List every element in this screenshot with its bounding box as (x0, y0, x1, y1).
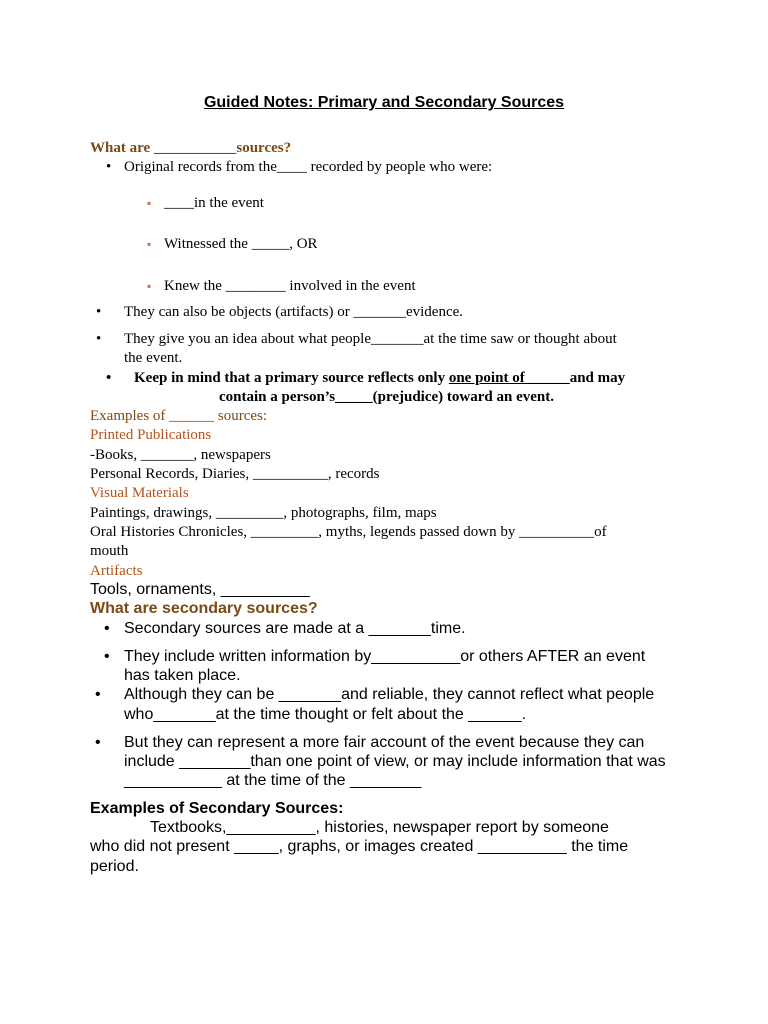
primary-heading: What are ___________sources? (90, 140, 292, 156)
page-title: Guided Notes: Primary and Secondary Sources (203, 94, 565, 111)
sub-bullet-icon: ▪ (147, 196, 152, 210)
keep-text-b: one point of______ (448, 370, 570, 386)
bullet-icon: • (104, 648, 110, 665)
secondary-bullet-3-line-1: Although they can be _______and reliable, they cannot reflect what people (124, 686, 655, 703)
secondary-bullet-2-line-1: They include written information by__________or others AFTER an event (124, 648, 646, 665)
primary-bullet-3-line-2: the event. (124, 350, 183, 366)
secondary-examples-line-3: period. (90, 858, 139, 875)
secondary-examples-heading: Examples of Secondary Sources: (90, 800, 344, 817)
primary-bullet-3-line-1: They give you an idea about what people_______at the time saw or thought about (124, 331, 617, 347)
keep-text-a: Keep in mind that a primary source reflects only (134, 370, 449, 386)
printed-line-1: -Books, _______, newspapers (90, 447, 271, 463)
printed-line-2: Personal Records, Diaries, __________, records (90, 466, 380, 482)
secondary-bullet-1: Secondary sources are made at a _______time. (124, 620, 466, 637)
secondary-heading: What are secondary sources? (90, 600, 318, 617)
sub-bullet-icon: ▪ (147, 237, 152, 251)
bullet-icon: • (96, 304, 102, 320)
bullet-icon: • (95, 734, 101, 751)
secondary-bullet-4-line-1: But they can represent a more fair account of the event because they can (124, 734, 645, 751)
secondary-bullet-4-line-2: include ________than one point of view, or may include information that was (124, 753, 666, 770)
primary-sub-3: Knew the ________ involved in the event (164, 278, 416, 294)
secondary-bullet-2-line-2: has taken place. (124, 667, 241, 684)
bullet-icon: • (106, 370, 112, 386)
artifacts-heading: Artifacts (90, 563, 143, 579)
visual-materials-heading: Visual Materials (90, 485, 189, 501)
secondary-bullet-3-line-2: who_______at the time thought or felt about the ______. (124, 706, 527, 723)
visual-line-3: mouth (90, 543, 129, 559)
bullet-icon: • (96, 331, 102, 347)
primary-sub-1: ____in the event (164, 195, 264, 211)
keep-in-mind-line-1 (134, 371, 625, 386)
visual-line-1: Paintings, drawings, _________, photographs, film, maps (90, 505, 437, 521)
secondary-examples-line-2: who did not present _____, graphs, or images created __________ the time (90, 838, 629, 855)
primary-examples-heading: Examples of ______ sources: (90, 408, 268, 424)
keep-text-c: and may (569, 370, 626, 386)
keep-in-mind-line-2: contain a person’s_____(prejudice) toward an event. (219, 389, 554, 405)
sub-bullet-icon: ▪ (147, 279, 152, 293)
secondary-examples-line-1: Textbooks,__________, histories, newspaper report by someone (150, 819, 609, 836)
primary-sub-2: Witnessed the _____, OR (164, 236, 318, 252)
visual-line-2: Oral Histories Chronicles, _________, myths, legends passed down by __________of (90, 524, 607, 540)
artifacts-line-1: Tools, ornaments, __________ (90, 581, 310, 598)
primary-bullet-2: They can also be objects (artifacts) or _______evidence. (124, 304, 464, 320)
bullet-icon: • (104, 620, 110, 637)
primary-bullet-1: Original records from the____ recorded by people who were: (124, 159, 493, 175)
bullet-icon: • (95, 686, 101, 703)
bullet-icon: • (106, 159, 112, 175)
secondary-bullet-4-line-3: ___________ at the time of the ________ (124, 772, 422, 789)
printed-publications-heading: Printed Publications (90, 427, 212, 443)
